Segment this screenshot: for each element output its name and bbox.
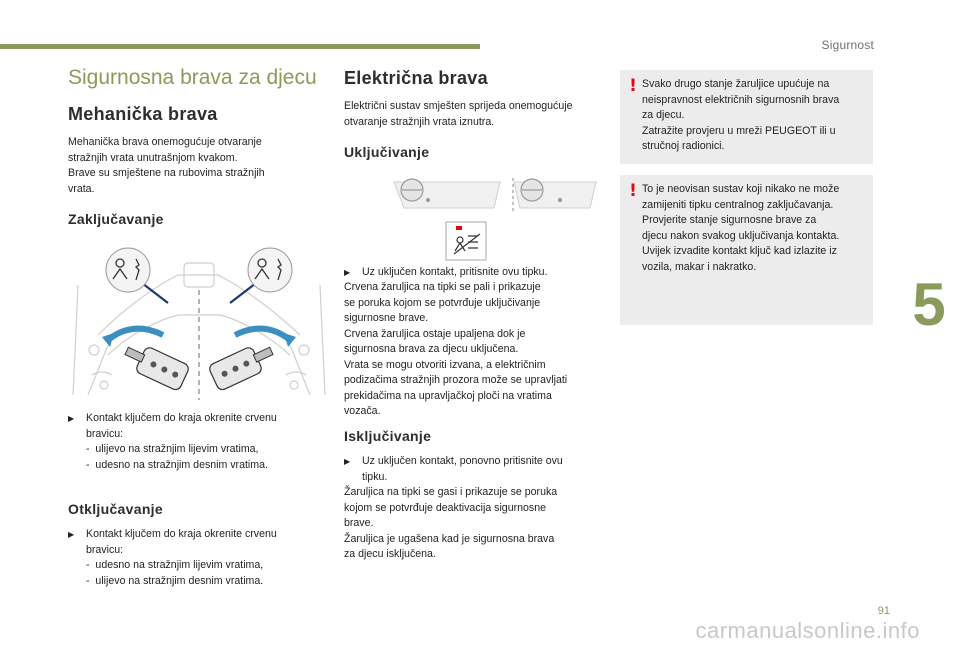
exclamation-icon: ! <box>629 181 637 201</box>
arrow-bullet-icon: ▶ <box>344 457 351 466</box>
page-title: Sigurnosna brava za djecu <box>68 66 317 89</box>
mechanical-heading: Mehanička brava <box>68 104 218 124</box>
child-lock-button-icon <box>446 222 486 260</box>
activation-text: Crvena žaruljica na tipki se pali i prikazuje se poruka kojom se potvrđuje uključivanje sigurnosne brave. Crvena žaruljica ostaje upaljena dok je sigurnosna brava za djecu uključena. Vrata se mogu otvoriti izvana, a električnim podizačima stražnjih prozora može se upravljati prekidačima na upravljačkoj ploči na vratima vozača. <box>344 281 568 417</box>
electric-intro: Električni sustav smješten sprijeda onemogućuje otvaranje stražnjih vrata iznutra. <box>344 100 573 128</box>
lock-heading: Zaključavanje <box>68 211 164 227</box>
header-bar <box>0 44 480 49</box>
warning-box-independent <box>620 175 873 325</box>
electric-heading: Električna brava <box>344 68 488 88</box>
child-lock-illustration <box>68 245 330 405</box>
unlock-instruction: ▶ Kontakt ključem do kraja okrenite crvenu bravicu: - udesno na stražnjim lijevim vratima, - ulijevo na stražnjim desnim vratima. <box>68 527 330 589</box>
section-name: Sigurnost <box>821 38 874 52</box>
chapter-number: 5 <box>912 271 946 338</box>
activation-instruction: ▶ Uz uključen kontakt, pritisnite ovu tipku. <box>344 265 602 281</box>
arrow-bullet-icon: ▶ <box>68 530 75 539</box>
warning-box-fault <box>620 70 873 164</box>
exclamation-icon: ! <box>629 76 637 96</box>
watermark: carmanualsonline.info <box>695 618 920 643</box>
deactivation-text: Žaruljica na tipki se gasi i prikazuje se poruka kojom se potvrđuje deaktivacija sigurnosne brave. Žaruljica je ugašena kad je sigurnosna brava za djecu isključena. <box>344 486 558 560</box>
key-icon <box>120 339 190 391</box>
unlock-sublist <box>68 558 330 589</box>
dashboard-illustration <box>390 174 600 262</box>
chapter-tab <box>898 264 960 346</box>
activation-heading: Uključivanje <box>344 144 430 160</box>
mechanical-text: Mehanička brava onemogućuje otvaranje stražnjih vrata unutrašnjom kvakom. Brave su smještene na rubovima stražnjih vrata. <box>68 136 265 195</box>
page-number: 91 <box>877 605 890 617</box>
key-icon <box>208 339 278 391</box>
deactivation-heading: Isključivanje <box>344 428 432 444</box>
list-item: - ulijevo na stražnjim lijevim vratima, <box>86 443 259 455</box>
child-lock-icon <box>106 248 150 292</box>
warning-text: Svako drugo stanje žaruljice upućuje na neispravnost električnih sigurnosnih brava za djecu. Zatražite provjeru u mreži PEUGEOT ili u stručnoj radionici. <box>642 78 840 152</box>
arrow-bullet-icon: ▶ <box>68 414 75 423</box>
unlock-heading: Otključavanje <box>68 501 163 517</box>
list-item: - udesno na stražnjim lijevim vratima, <box>86 559 264 571</box>
child-lock-icon <box>248 248 292 292</box>
list-item: - udesno na stražnjim desnim vratima. <box>86 458 268 471</box>
arrow-bullet-icon: ▶ <box>344 268 351 277</box>
lock-instruction: ▶ Kontakt ključem do kraja okrenite crvenu bravicu: - ulijevo na stražnjim lijevim vratima, - udesno na stražnjim desnim vratima. <box>68 411 330 473</box>
lock-sublist <box>68 442 330 473</box>
warning-text: To je neovisan sustav koji nikako ne može zamijeniti tipku centralnog zaključavanja. Provjerite stanje sigurnosne brave za djecu nakon svakog uključivanja kontakta. Uvijek izvadite kontakt ključ kad izlazite iz vozila, makar i nakratko. <box>642 183 840 273</box>
deactivation-instruction: ▶ Uz uključen kontakt, ponovno pritisnite ovu tipku. <box>344 455 563 483</box>
list-item: - ulijevo na stražnjim desnim vratima. <box>86 574 264 587</box>
